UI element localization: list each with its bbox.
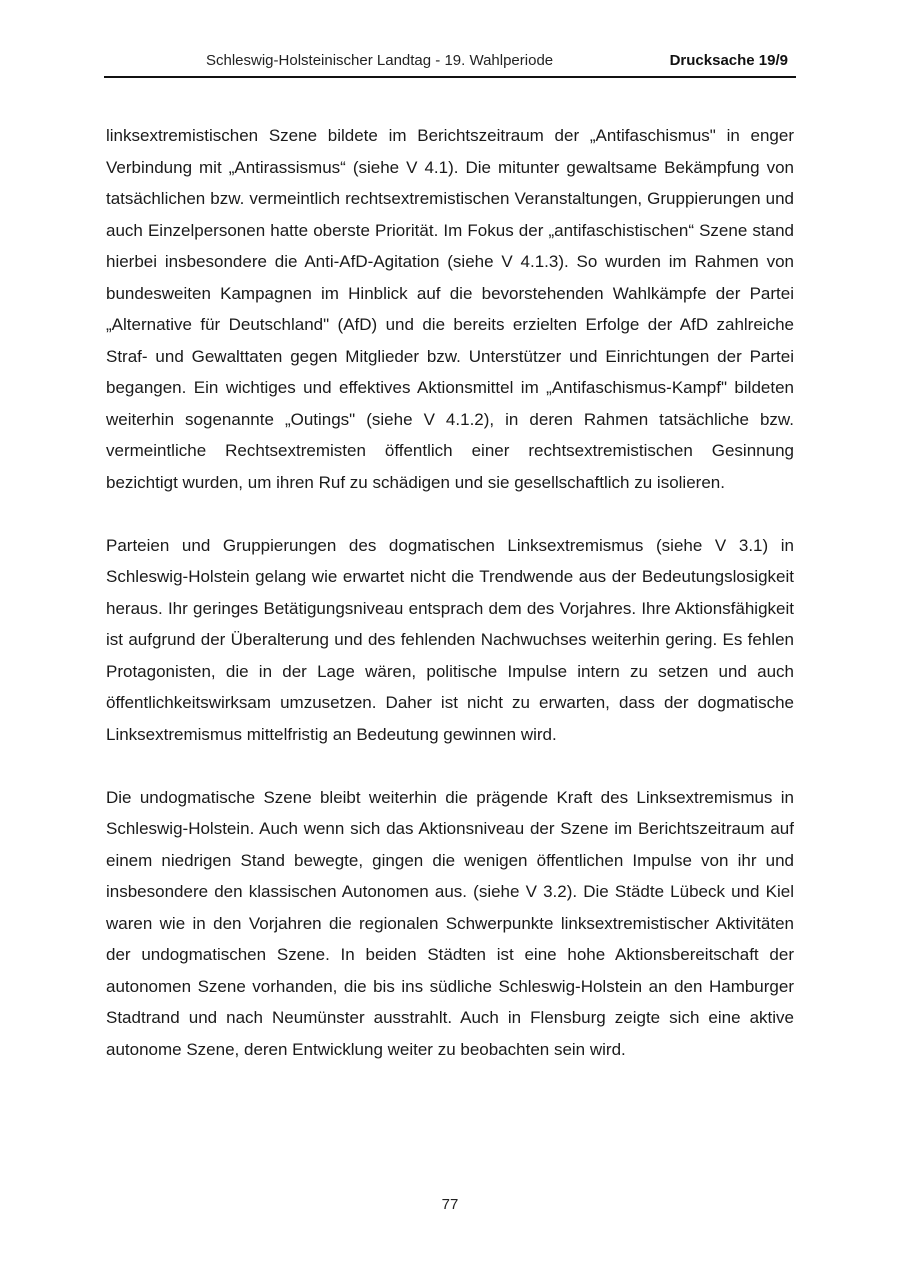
paragraph-antifaschismus: linksextremistischen Szene bildete im Berichtszeitraum der „Antifaschismus" in enger Verbindung mit „Antirassismus“ (siehe V 4.1). Die mitunter gewaltsame Bekämpfung von tatsächlichen bzw. vermeintlich rechtsextremistischen Veranstaltungen, Gruppierungen und auch Einzelpersonen hatte oberste Priorität. Im Fokus der „antifaschistischen“ Szene stand hierbei insbesondere die Anti-AfD-Agitation (siehe V 4.1.3). So wurden im Rahmen von bundesweiten Kampagnen im Hinblick auf die bevorstehenden Wahlkämpfe der Partei „Alternative für Deutschland" (AfD) und die bereits erzielten Erfolge der AfD zahlreiche Straf- und Gewalttaten gegen Mitglieder bzw. Unterstützer und Einrichtungen der Partei begangen. Ein wichtiges und effektives Aktionsmittel im „Antifaschismus-Kampf" bildeten weiterhin sogenannte „Outings" (siehe V 4.1.2), in deren Rahmen tatsächliche bzw. vermeintliche Rechtsextremisten öffentlich einer rechtsextremistischen Gesinnung bezichtigt wurden, um ihren Ruf zu schädigen und sie gesellschaftlich zu isolieren. (106, 126, 794, 492)
document-number: Drucksache 19/9 (669, 52, 788, 69)
body-text (106, 120, 794, 1065)
paragraph-dogmatic-left: Parteien und Gruppierungen des dogmatischen Linksextremismus (siehe V 3.1) in Schleswig-Holstein gelang wie erwartet nicht die Trendwende aus der Bedeutungslosigkeit heraus. Ihr geringes Betätigungsniveau entsprach dem des Vorjahres. Ihre Aktionsfähigkeit ist aufgrund der Überalterung und des fehlenden Nachwuchses weiterhin gering. Es fehlen Protagonisten, die in der Lage wären, politische Impulse intern zu setzen und auch öffentlichkeitswirksam umzusetzen. Daher ist nicht zu erwarten, dass der dogmatische Linksextremismus mittelfristig an Bedeutung gewinnen wird. (106, 535, 794, 744)
header-title: Schleswig-Holsteinischer Landtag - 19. Wahlperiode (206, 52, 554, 69)
page-header (104, 48, 796, 78)
page-number: 77 (441, 1196, 459, 1213)
paragraph-undogmatic-scene: Die undogmatische Szene bleibt weiterhin die prägende Kraft des Linksextremismus in Schleswig-Holstein. Auch wenn sich das Aktionsniveau der Szene im Berichtszeitraum auf einem niedrigen Stand bewegte, gingen die wenigen öffentlichen Impulse von ihr und insbesondere den klassischen Autonomen aus. (siehe V 3.2). Die Städte Lübeck und Kiel waren wie in den Vorjahren die regionalen Schwerpunkte linksextremistischer Aktivitäten der undogmatischen Szene. In beiden Städten ist eine hohe Aktionsbereitschaft der autonomen Szene vorhanden, die bis ins südliche Schleswig-Holstein an den Hamburger Stadtrand und nach Neumünster ausstrahlt. Auch in Flensburg zeigte sich eine aktive autonome Szene, deren Entwicklung weiter zu beobachten sein wird. (106, 787, 794, 1059)
